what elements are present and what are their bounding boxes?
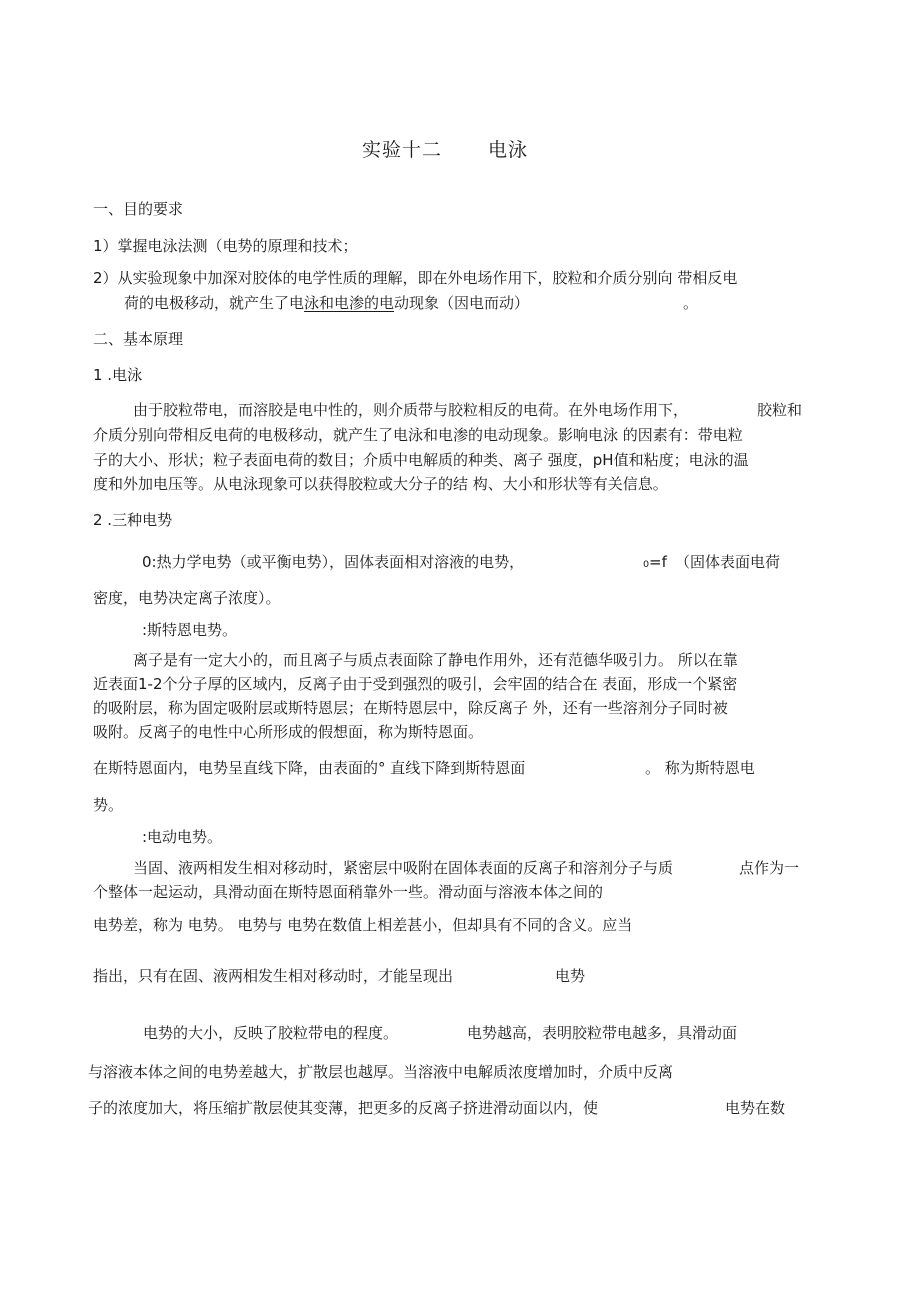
stern-line-1: 离子是有一定大小的，而且离子与质点表面除了静电作用外，还有范德华吸引力。 所以在靠	[133, 651, 738, 669]
page-title: 实验十二 电泳	[362, 139, 529, 161]
last-para-line-1-end: 电势越高，表明胶粒带电越多，具滑动面	[467, 1024, 738, 1042]
last-para-line-1: 电势的大小，反映了胶粒带电的程度。	[143, 1024, 399, 1042]
phi0-formula: ₀=f	[643, 553, 667, 571]
zeta-line-2: 个整体一起运动，具滑动面在斯特恩面稍靠外一些。滑动面与溶液本体之间的	[93, 883, 604, 901]
section-1-heading: 一、目的要求	[93, 200, 184, 218]
objective-item-2-end: 。	[683, 294, 699, 312]
para-1-line-2: 介质分别向带相反电荷的电极移动，就产生了电泳和电渗的电动现象。影响电泳 的因素有：带电粒	[93, 426, 743, 444]
phi0-line-1-end: （固体表面电荷	[675, 553, 781, 571]
subsection-electrophoresis: 1 .电泳	[93, 366, 143, 384]
last-para-line-2: 与溶液本体之间的电势差越大，扩散层也越厚。当溶液中电解质浓度增加时，介质中反离	[88, 1063, 674, 1081]
para-1-line-1-end: 胶粒和	[757, 401, 803, 419]
stern-line-3: 的吸附层，称为固定吸附层或斯特恩层；在斯特恩层中，除反离子 外，还有一些溶剂分子同时被	[93, 699, 728, 717]
subsection-three-potentials: 2 .三种电势	[93, 511, 173, 529]
zeta-line-4-end: 电势	[555, 967, 586, 985]
objective-item-1: 1）掌握电泳法测（电势的原理和技术；	[93, 237, 358, 255]
stern-potential-label: :斯特恩电势。	[142, 621, 238, 639]
para-1-line-3: 子的大小、形状；粒子表面电荷的数目；介质中电解质的种类、离子 强度，pH值和粘度；电泳的温	[93, 451, 749, 469]
zeta-potential-label: :电动电势。	[142, 828, 223, 846]
phi0-line-1: 0:热力学电势（或平衡电势），固体表面相对溶液的电势，	[142, 553, 525, 571]
zeta-line-1-end: 点作为一	[739, 859, 800, 877]
zeta-line-4: 指出，只有在固、液两相发生相对移动时，才能呈现出	[93, 967, 454, 985]
last-para-line-3-end: 电势在数	[725, 1099, 786, 1117]
section-2-heading: 二、基本原理	[93, 330, 184, 348]
objective-item-2-line-1: 2）从实验现象中加深对胶体的电学性质的理解，即在外电场作用下，胶粒和介质分别向 带相反电	[93, 269, 738, 287]
stern-line-2: 近表面1-2个分子厚的区域内，反离子由于受到强烈的吸引，会牢固的结合在 表面，形成一个紧密	[93, 675, 738, 693]
last-para-line-3: 子的浓度加大，将压缩扩散层使其变薄，把更多的反离子挤进滑动面以内，使	[88, 1099, 599, 1117]
stern-line-5-end: 。 称为斯特恩电	[645, 759, 755, 777]
phi0-line-2: 密度，电势决定离子浓度）。	[93, 589, 281, 607]
objective-item-2-line-2: 荷的电极移动，就产生了电泳和电渗的电动现象（因电而动）	[124, 294, 530, 312]
stern-line-5: 在斯特恩面内，电势呈直线下降，由表面的° 直线下降到斯特恩面	[93, 759, 526, 777]
stern-line-4: 吸附。反离子的电性中心所形成的假想面，称为斯特恩面。	[93, 723, 484, 741]
zeta-line-3: 电势差，称为 电势。 电势与 电势在数值上相差甚小，但却具有不同的含义。应当	[93, 916, 633, 934]
para-1-line-4: 度和外加电压等。从电泳现象可以获得胶粒或大分子的结 构、大小和形状等有关信息。	[93, 475, 668, 493]
stern-line-6: 势。	[93, 796, 124, 814]
para-1-line-1: 由于胶粒带电，而溶胶是电中性的，则介质带与胶粒相反的电荷。在外电场作用下，	[133, 401, 689, 419]
zeta-line-1: 当固、液两相发生相对移动时，紧密层中吸附在固体表面的反离子和溶剂分子与质	[133, 859, 674, 877]
